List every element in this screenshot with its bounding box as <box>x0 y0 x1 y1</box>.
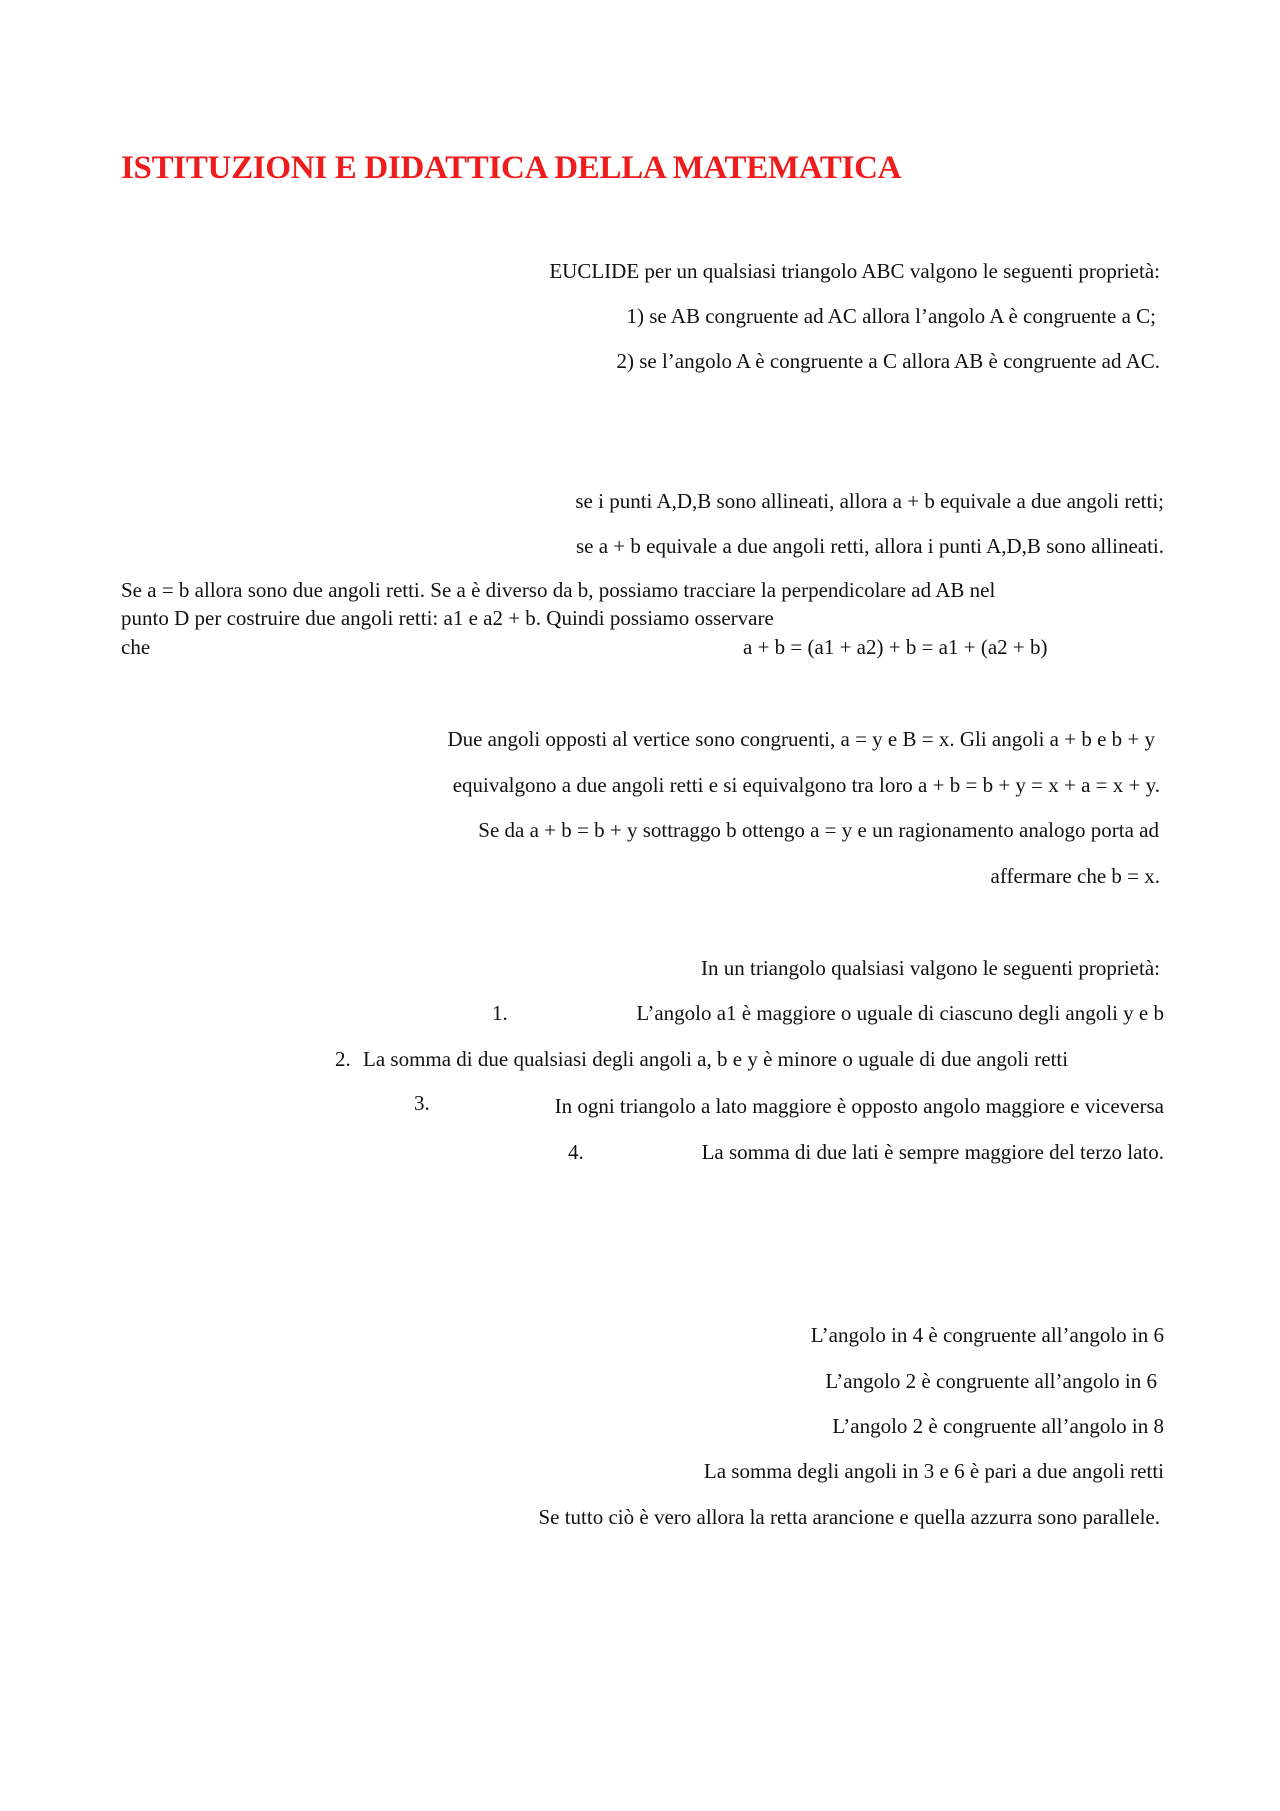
page-title: ISTITUZIONI E DIDATTICA DELLA MATEMATICA <box>121 150 902 186</box>
allineati-line-2: se a + b equivale a due angoli retti, allora i punti A,D,B sono allineati. <box>575 534 1164 558</box>
parallele-line-1: L’angolo in 4 è congruente all’angolo in 6 <box>810 1323 1164 1347</box>
parallele-line-2: L’angolo 2 è congruente all’angolo in 6 <box>825 1369 1157 1393</box>
paragraph-line-2: punto D per costruire due angoli retti: a1 e a2 + b. Quindi possiamo osservare <box>121 606 774 630</box>
list-item-3-text: In ogni triangolo a lato maggiore è opposto angolo maggiore e viceversa <box>554 1094 1164 1118</box>
formula: a + b = (a1 + a2) + b = a1 + (a2 + b) <box>743 635 1048 659</box>
opposti-line-3: Se da a + b = b + y sottraggo b ottengo a = y e un ragionamento analogo porta ad <box>478 818 1159 842</box>
parallele-line-3: L’angolo 2 è congruente all’angolo in 8 <box>832 1414 1164 1438</box>
euclide-property-1: 1) se AB congruente ad AC allora l’angolo A è congruente a C; <box>626 304 1156 328</box>
opposti-line-2: equivalgono a due angoli retti e si equivalgono tra loro a + b = b + y = x + a = x + y. <box>452 773 1160 797</box>
paragraph-line-1: Se a = b allora sono due angoli retti. Se a è diverso da b, possiamo tracciare la perpendicolare ad AB nel <box>121 578 996 602</box>
opposti-line-1: Due angoli opposti al vertice sono congruenti, a = y e B = x. Gli angoli a + b e b + y <box>447 727 1155 751</box>
list-item-2-number: 2. <box>335 1047 351 1071</box>
list-item-1-number: 1. <box>492 1001 508 1025</box>
parallele-line-4: La somma degli angoli in 3 e 6 è pari a due angoli retti <box>703 1459 1164 1483</box>
triangolo-intro: In un triangolo qualsiasi valgono le seguenti proprietà: <box>701 956 1160 980</box>
list-item-1-text: L’angolo a1 è maggiore o uguale di ciascuno degli angoli y e b <box>636 1001 1164 1025</box>
list-item-4-text: La somma di due lati è sempre maggiore del terzo lato. <box>701 1140 1164 1164</box>
list-item-4-number: 4. <box>568 1140 584 1164</box>
euclide-intro: EUCLIDE per un qualsiasi triangolo ABC valgono le seguenti proprietà: <box>549 259 1160 283</box>
parallele-line-5: Se tutto ciò è vero allora la retta arancione e quella azzurra sono parallele. <box>538 1505 1160 1529</box>
list-item-2-text: La somma di due qualsiasi degli angoli a, b e y è minore o uguale di due angoli retti <box>363 1047 1069 1071</box>
opposti-line-4: affermare che b = x. <box>990 864 1160 888</box>
euclide-property-2: 2) se l’angolo A è congruente a C allora AB è congruente ad AC. <box>616 349 1160 373</box>
allineati-line-1: se i punti A,D,B sono allineati, allora a + b equivale a due angoli retti; <box>575 489 1164 513</box>
list-item-3-number: 3. <box>414 1091 430 1115</box>
paragraph-line-3: che <box>121 635 151 659</box>
